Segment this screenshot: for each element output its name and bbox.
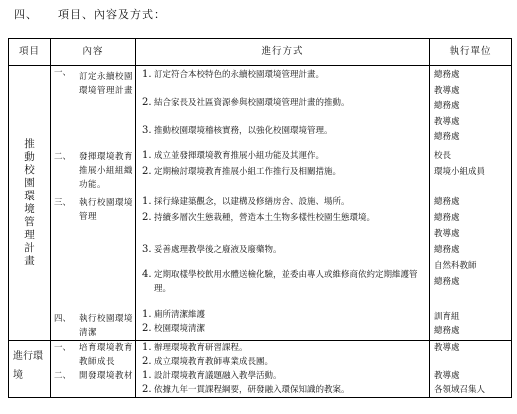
content-text: 開發環境教材 [79,371,134,381]
content-number: 三、 [54,198,72,208]
section-heading [14,6,166,22]
unit-name: 總務處 [434,132,460,142]
method-number: 1. [142,370,152,381]
content-text: 執行校園環境清潔 [79,314,134,338]
method-item [136,369,429,383]
unit-group [430,341,511,369]
unit-name: 總務處 [434,70,460,80]
content-cell [51,341,136,398]
heading-number: 四、 [14,8,38,21]
method-text: 辦理環境教育研習課程。 [154,343,248,353]
method-item [136,268,429,308]
method-number: 1. [142,196,152,207]
content-item [51,369,135,383]
content-text: 執行校園環境管理 [79,198,134,222]
section-row-campus-management [9,66,512,341]
unit-group [430,369,511,397]
method-item [136,66,429,96]
method-text: 廁所清潔維護 [154,310,206,320]
method-text: 成立並發揮環境教育推展小組功能及其運作。 [154,151,325,161]
unit-group [430,148,511,194]
unit-group [430,194,511,310]
method-number: 2. [142,356,152,367]
unit-name: 教導處 [434,116,460,127]
method-number: 3. [142,125,152,136]
content-item [51,341,135,369]
method-number: 4. [142,269,152,280]
unit-name: 總務處 [434,277,460,287]
content-number: 一、 [54,68,72,78]
content-item [51,196,135,312]
method-number: 1. [142,69,152,80]
method-number: 2. [142,323,152,334]
content-number: 四、 [54,314,72,324]
method-item [136,355,429,369]
unit-name: 教導處 [434,343,460,353]
method-item [136,124,429,149]
method-text: 定期檢討環境教育推展小組工作推行及相關措施。 [154,167,342,177]
method-cell [136,341,430,398]
method-cell [136,66,430,341]
method-number: 1. [142,150,152,161]
method-item [136,322,429,336]
content-text: 訂定永續校園環境管理計畫 [79,72,134,96]
method-text: 妥善處理教學後之廢液及廢藥物。 [154,245,282,255]
header-item: 項目 [9,39,51,66]
header-row [9,39,512,66]
method-text: 推動校園環境稽核實務，以強化校園環境管理。 [154,126,333,136]
method-item [136,341,429,355]
content-number: 二、 [54,371,72,381]
content-item [51,66,135,150]
section-item-label: 推動校園環境管理計畫 [24,138,35,267]
unit-name: 總務處 [434,197,460,207]
method-text: 校園環境清潔 [154,324,206,334]
header-method: 進行方式 [136,39,430,66]
unit-name: 教導處 [434,371,460,381]
method-item [136,383,429,397]
method-number: 2. [142,97,152,108]
method-item [136,308,429,322]
method-number: 1. [142,342,152,353]
unit-name: 總務處 [434,326,460,336]
unit-name: 自然科教師 [434,261,477,271]
unit-name: 教導處 [434,85,460,96]
unit-name: 校長 [434,151,452,161]
method-text: 採行綠建築觀念，以建構及修繕房舍、設施、場所。 [154,197,350,207]
method-text: 定期取樣學校飲用水體送檢化驗，並委由專人或維修商依約定期維護管理。 [154,270,418,294]
unit-name: 各領域召集人 [434,385,486,395]
unit-cell [430,341,512,398]
method-item [136,195,429,211]
content-item [51,312,135,340]
unit-name: 總務處 [434,101,460,111]
method-text: 訂定符合本校特色的永續校園環境管理計畫。 [154,70,325,80]
content-item [51,150,135,196]
unit-name: 環境小組成員 [434,167,486,177]
method-number: 2. [142,166,152,177]
plan-table [8,38,512,398]
content-cell [51,66,136,341]
method-text: 設計環境教育議題融入教學活動。 [154,371,282,381]
unit-group [430,66,511,148]
unit-name: 總務處 [434,245,460,255]
method-number: 3. [142,244,152,255]
section-item-cell [9,66,51,341]
section-row-environment [9,341,512,398]
method-text: 結合家長及社區資源參與校園環境管理計畫的推動。 [154,98,350,108]
header-content: 內容 [51,39,136,66]
unit-name: 總務處 [434,213,460,223]
header-unit: 執行單位 [430,39,512,66]
heading-title: 項目、內容及方式： [58,8,166,21]
method-item [136,149,429,165]
content-text: 發揮環境教育推展小組組織功能。 [79,152,134,190]
unit-name: 教導處 [434,229,460,239]
content-number: 一、 [54,343,72,353]
method-number: 2. [142,384,152,395]
method-item [136,243,429,268]
method-item [136,211,429,243]
content-text: 培育環境教育教師成長 [79,343,134,367]
method-text: 成立環境教育教師專業成長團。 [154,357,274,367]
section-item-cell [9,341,51,398]
section-item-label: 進行環境 [13,351,43,381]
method-item [136,165,429,195]
method-item [136,96,429,124]
unit-group [430,310,511,338]
unit-cell [430,66,512,341]
unit-name: 訓育組 [434,312,460,322]
method-number: 1. [142,309,152,320]
method-text: 依據九年一貫課程綱要，研發融入環保知識的教案。 [154,385,350,395]
method-number: 2. [142,212,152,223]
method-text: 持續多層次生態栽種，營造本土生物多樣性校園生態環境。 [154,213,376,223]
content-number: 二、 [54,152,72,162]
